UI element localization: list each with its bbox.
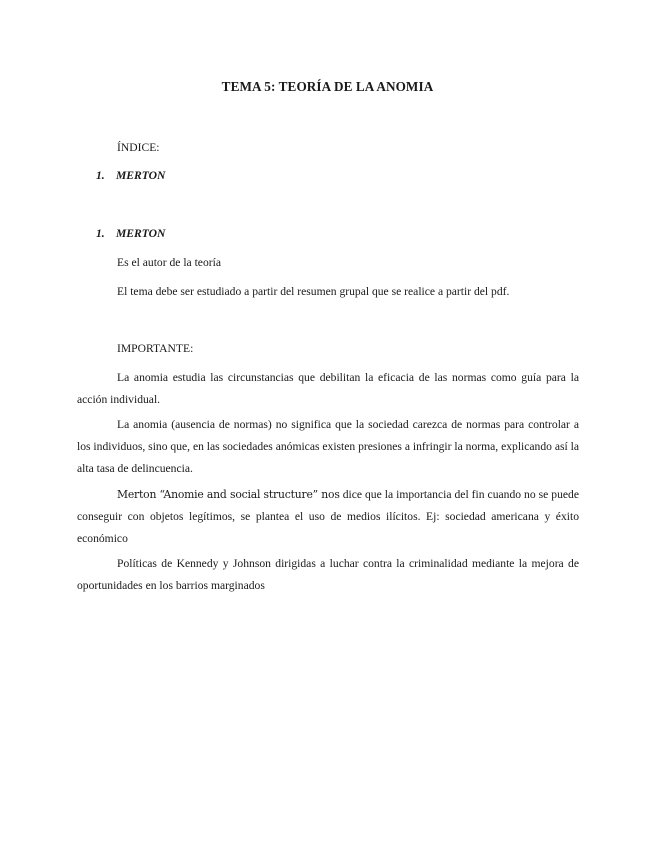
section-line: Es el autor de la teoría — [117, 256, 221, 269]
merton-reference: Merton “Anomie and social structure” nos — [117, 488, 340, 501]
page-title: TEMA 5: TEORÍA DE LA ANOMIA — [221, 79, 434, 94]
index-heading: ÍNDICE: — [117, 141, 160, 154]
section-line: El tema debe ser estudiado a partir del resumen grupal que se realice a partir del pdf. — [117, 285, 510, 298]
important-heading: IMPORTANTE: — [117, 342, 194, 355]
section-number: 1. — [96, 227, 105, 240]
section-heading — [96, 227, 165, 240]
paragraph: La anomia (ausencia de normas) no significa que la sociedad carezca de normas para controlar a los individuos, sino que, en las sociedades anómicas existen presiones a infringir la norma, explicando así la alta tasa de delincuencia. — [77, 418, 579, 475]
index-item-number: 1. — [96, 169, 105, 182]
paragraph: La anomia estudia las circunstancias que debilitan la eficacia de las normas como guía para la acción individual. — [77, 371, 579, 406]
paragraph-text: dice que la importancia del fin cuando no se puede conseguir con objetos legítimos, se plantea el uso de medios ilícitos. Ej: sociedad americana y éxito económico — [77, 488, 579, 545]
index-item-label: MERTON — [116, 169, 166, 182]
index-item — [96, 169, 165, 182]
section-title: MERTON — [116, 227, 166, 240]
paragraph-merton — [77, 484, 579, 550]
paragraph: Políticas de Kennedy y Johnson dirigidas a luchar contra la criminalidad mediante la mejora de oportunidades en los barrios marginados — [77, 557, 579, 592]
